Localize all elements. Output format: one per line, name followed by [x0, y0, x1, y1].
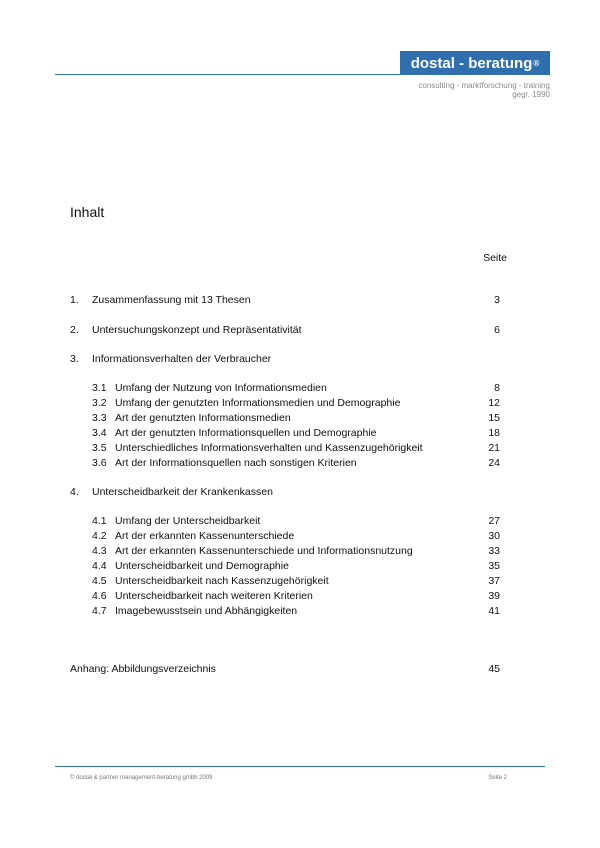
toc-page: 41 — [488, 605, 500, 617]
toc-entry[interactable] — [70, 323, 500, 337]
logo-text: dostal - beratung — [410, 54, 533, 72]
toc-page: 6 — [494, 324, 500, 336]
toc-subentry[interactable] — [70, 381, 500, 395]
toc-page: 15 — [488, 412, 500, 424]
toc-page: 37 — [488, 575, 500, 587]
footer-page-number: Seite 2 — [488, 775, 507, 781]
toc-subentry[interactable] — [70, 544, 500, 558]
toc-page: 27 — [488, 515, 500, 527]
toc-page: 8 — [494, 382, 500, 394]
footer-divider — [55, 766, 545, 767]
toc-number: 1. — [70, 294, 79, 306]
toc-title: Anhang: Abbildungsverzeichnis — [70, 663, 216, 675]
toc-number: 3.6 — [92, 457, 107, 469]
page-title: Inhalt — [70, 204, 105, 220]
toc-title: Art der Informationsquellen nach sonstigen Kriterien — [115, 457, 357, 469]
toc-subentry[interactable] — [70, 441, 500, 455]
toc-number: 3. — [70, 353, 79, 365]
toc-subentry[interactable] — [70, 574, 500, 588]
toc-subentry[interactable] — [70, 559, 500, 573]
toc-number: 4.6 — [92, 590, 107, 602]
toc-subentry[interactable] — [70, 396, 500, 410]
toc-subentry[interactable] — [70, 514, 500, 528]
toc-subentry[interactable] — [70, 456, 500, 470]
toc-number: 3.4 — [92, 427, 107, 439]
header-divider — [55, 74, 400, 75]
toc-entry[interactable] — [70, 293, 500, 307]
toc-page: 18 — [488, 427, 500, 439]
brand-logo — [400, 51, 550, 75]
toc-title: Untersuchungskonzept und Repräsentativität — [92, 324, 302, 336]
toc-subentry[interactable] — [70, 604, 500, 618]
toc-title: Unterscheidbarkeit der Krankenkassen — [92, 486, 273, 498]
toc-number: 3.2 — [92, 397, 107, 409]
toc-number: 4.2 — [92, 530, 107, 542]
toc-title: Unterscheidbarkeit nach Kassenzugehörigkeit — [115, 575, 329, 587]
toc-page: 21 — [488, 442, 500, 454]
toc-page: 33 — [488, 545, 500, 557]
toc-number: 4.1 — [92, 515, 107, 527]
toc-number: 2. — [70, 324, 79, 336]
toc-subentry[interactable] — [70, 411, 500, 425]
toc-page: 24 — [488, 457, 500, 469]
toc-number: 3.5 — [92, 442, 107, 454]
toc-title: Informationsverhalten der Verbraucher — [92, 353, 272, 365]
toc-title: Zusammenfassung mit 13 Thesen — [92, 294, 251, 306]
toc-title: Unterschiedliches Informationsverhalten und Kassenzugehörigkeit — [115, 442, 423, 454]
toc-title: Umfang der genutzten Informationsmedien und Demographie — [115, 397, 401, 409]
page-column-label: Seite — [483, 252, 507, 264]
toc-page: 12 — [488, 397, 500, 409]
toc-entry[interactable] — [70, 485, 500, 499]
toc-entry[interactable] — [70, 352, 500, 366]
toc-page: 35 — [488, 560, 500, 572]
toc-title: Unterscheidbarkeit nach weiteren Kriterien — [115, 590, 313, 602]
toc-subentry[interactable] — [70, 426, 500, 440]
toc-number: 3.3 — [92, 412, 107, 424]
tagline-services: consulting - marktforschung - training — [418, 81, 550, 90]
toc-title: Art der genutzten Informationsmedien — [115, 412, 291, 424]
toc-number: 4. — [70, 486, 79, 498]
toc-number: 4.5 — [92, 575, 107, 587]
toc-page: 45 — [488, 663, 500, 675]
tagline-founded: gegr. 1990 — [512, 90, 550, 99]
tagline — [418, 81, 550, 99]
footer-copyright: © dostal & partner management-beratung gmbh 2009 — [70, 775, 213, 781]
toc-title: Umfang der Unterscheidbarkeit — [115, 515, 261, 527]
toc-subentry[interactable] — [70, 589, 500, 603]
toc-title: Art der erkannten Kassenunterschiede und Informationsnutzung — [115, 545, 413, 557]
toc-number: 3.1 — [92, 382, 107, 394]
toc-number: 4.7 — [92, 605, 107, 617]
toc-page: 30 — [488, 530, 500, 542]
toc-title: Art der erkannten Kassenunterschiede — [115, 530, 295, 542]
toc-title: Imagebewusstsein und Abhängigkeiten — [115, 605, 298, 617]
toc-page: 39 — [488, 590, 500, 602]
toc-number: 4.4 — [92, 560, 107, 572]
toc-title: Unterscheidbarkeit und Demographie — [115, 560, 289, 572]
toc-title: Umfang der Nutzung von Informationsmedien — [115, 382, 327, 394]
toc-page: 3 — [494, 294, 500, 306]
toc-number: 4.3 — [92, 545, 107, 557]
toc-appendix[interactable] — [70, 662, 500, 676]
toc-title: Art der genutzten Informationsquellen und Demographie — [115, 427, 377, 439]
registered-mark: ® — [533, 58, 540, 68]
toc-subentry[interactable] — [70, 529, 500, 543]
